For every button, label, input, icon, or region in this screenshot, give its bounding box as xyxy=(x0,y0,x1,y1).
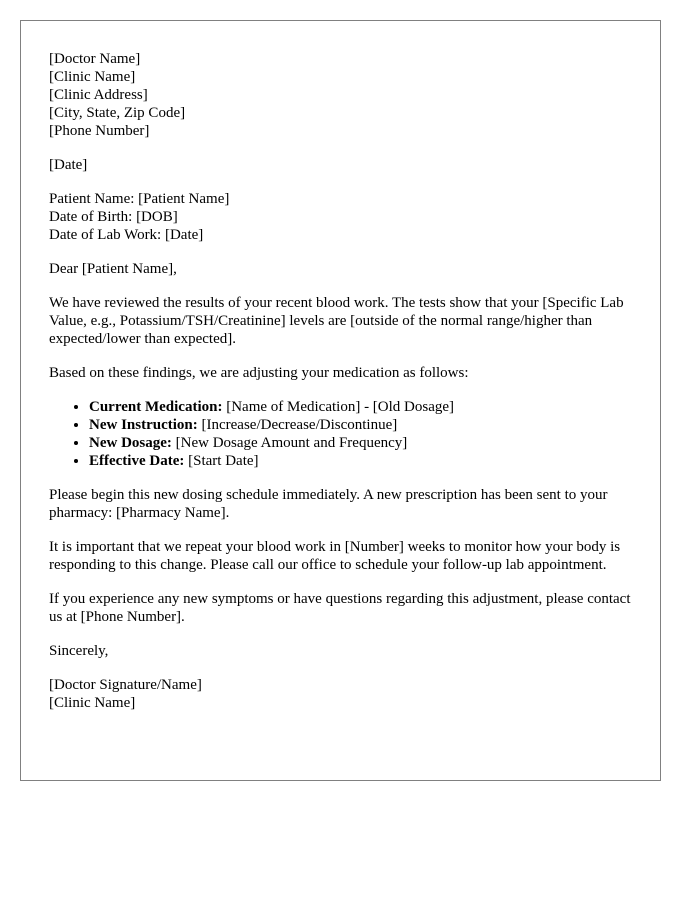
list-item xyxy=(89,416,634,434)
letter-date: [Date] xyxy=(49,157,88,173)
intro-changes-paragraph: Based on these findings, we are adjusting your medication as follows: xyxy=(49,365,469,381)
list-item-label: New Instruction: xyxy=(89,417,198,433)
salutation: Dear [Patient Name], xyxy=(49,261,177,277)
contact-paragraph: If you experience any new symptoms or have questions regarding this adjustment, please contact us at [Phone Number]. xyxy=(49,591,631,625)
clinic-name: [Clinic Name] xyxy=(49,69,136,85)
list-item-label: New Dosage: xyxy=(89,435,172,451)
list-item-label: Current Medication: xyxy=(89,399,223,415)
sender-block xyxy=(49,50,634,140)
list-item xyxy=(89,398,634,416)
repeat-labs-paragraph: It is important that we repeat your blood work in [Number] weeks to monitor how your body is responding to this change. Please call our office to schedule your follow-up lab appointment. xyxy=(49,539,621,573)
signature-clinic: [Clinic Name] xyxy=(49,695,136,711)
patient-info-block xyxy=(49,190,634,244)
signature-name: [Doctor Signature/Name] xyxy=(49,677,202,693)
list-item-value: [New Dosage Amount and Frequency] xyxy=(171,435,408,451)
letter-body xyxy=(49,50,634,712)
results-paragraph: We have reviewed the results of your recent blood work. The tests show that your [Specific Lab Value, e.g., Potassium/TSH/Creatinine] levels are [outside of the normal range/higher than expected/lower than expected]. xyxy=(49,295,624,347)
signature-block xyxy=(49,676,634,712)
begin-schedule-paragraph: Please begin this new dosing schedule immediately. A new prescription has been sent to your pharmacy: [Pharmacy Name]. xyxy=(49,487,608,521)
list-item-value: [Start Date] xyxy=(184,453,259,469)
phone-number: [Phone Number] xyxy=(49,123,150,139)
list-item-label: Effective Date: xyxy=(89,453,185,469)
list-item xyxy=(89,434,634,452)
clinic-address: [Clinic Address] xyxy=(49,87,148,103)
patient-name-line: Patient Name: [Patient Name] xyxy=(49,191,230,207)
letter-page xyxy=(20,20,661,781)
city-state-zip: [City, State, Zip Code] xyxy=(49,105,186,121)
list-item-value: [Increase/Decrease/Discontinue] xyxy=(197,417,398,433)
doctor-name: [Doctor Name] xyxy=(49,51,141,67)
dob-line: Date of Birth: [DOB] xyxy=(49,209,178,225)
lab-date-line: Date of Lab Work: [Date] xyxy=(49,227,204,243)
list-item-value: [Name of Medication] - [Old Dosage] xyxy=(222,399,455,415)
medication-changes-list xyxy=(49,398,634,470)
closing: Sincerely, xyxy=(49,643,109,659)
list-item xyxy=(89,452,634,470)
